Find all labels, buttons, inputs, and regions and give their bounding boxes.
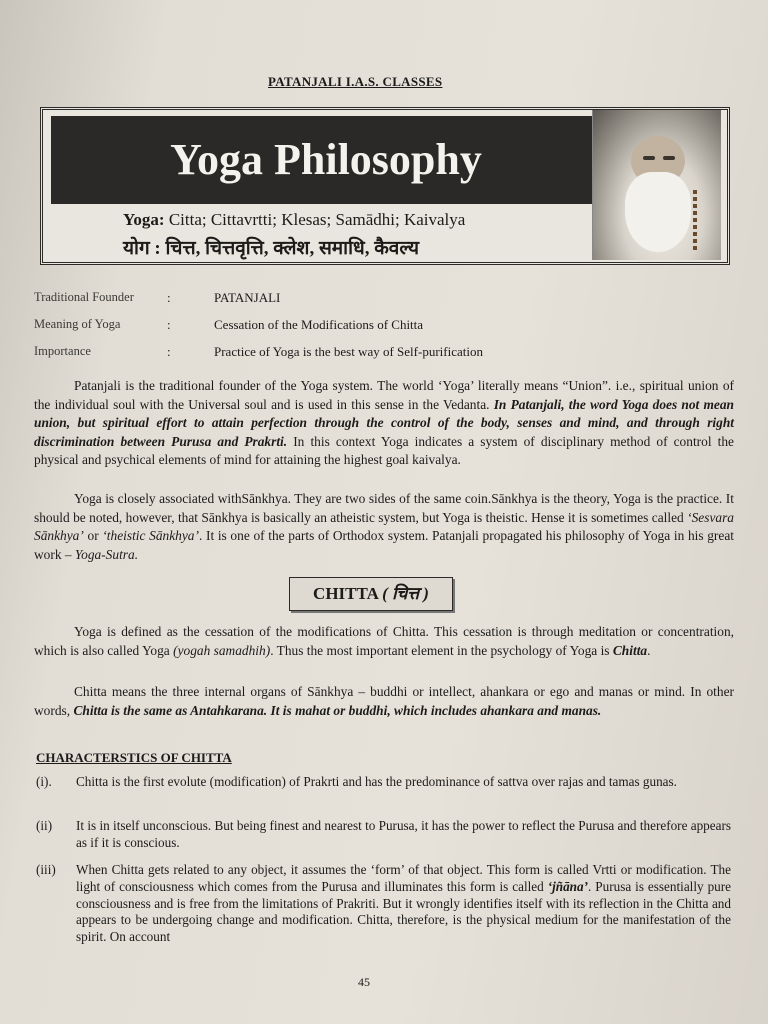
portrait-eye	[643, 156, 655, 160]
item-text-part: . Purusa is essentially pure consciousness and is free from the limitations of Prakriti. But it wrongly identifies itself with its reflection in the Chitta and appears to be undergoing change and modification. Chitta, therefore, is the physical medium for the manifestation of the spirit. On account	[76, 878, 732, 945]
item-number: (i).	[36, 774, 52, 789]
para-text: . It is one of the parts of Orthodox system. Patanjali propagated his philosophy of Yoga in his great work –	[34, 528, 734, 562]
institute-header: PATANJALI I.A.S. CLASSES	[268, 74, 443, 89]
para-text: In this context Yoga indicates a system of disciplinary method of control the physical and psychical elements of mind for attaining the highest goal kaivalya.	[34, 433, 734, 468]
page-number: 45	[358, 975, 370, 989]
chitta-heading-box	[289, 577, 453, 611]
sage-portrait-image	[592, 110, 721, 260]
info-separator: :	[167, 290, 171, 305]
para-emphasis: Chitta	[612, 642, 648, 658]
info-value: PATANJALI	[214, 290, 281, 305]
para-italic: ‘Sesvara Sānkhya’	[34, 509, 734, 544]
info-value: Practice of Yoga is the best way of Self-purification	[214, 344, 483, 359]
para-text: .	[647, 642, 651, 658]
subtitle-label: Yoga:	[123, 210, 165, 229]
intro-paragraph	[34, 377, 734, 470]
para-italic: (yogah samadhih)	[173, 642, 271, 658]
info-key: Importance	[34, 344, 91, 358]
item-text-part: When Chitta gets related to any object, it assumes the ‘form’ of that object. This form is called Vrtti or modification. The light of consciousness which comes from the Purusa and illuminates this form is called	[76, 862, 731, 894]
title-bar	[51, 116, 601, 204]
para-text: Yoga is closely associated withSānkhya. They are two sides of the same coin.Sānkhya is the theory, Yoga is the practice. It should be noted, however, that Sānkhya is basically an atheistic system, but Yoga is theistic. Hense it is sometimes called	[34, 491, 734, 525]
item-text: It is in itself unconscious. But being finest and nearest to Purusa, it has the power to reflect the Purusa and therefore appears as if it is conscious.	[76, 818, 731, 850]
chitta-hindi: ( चित्त )	[382, 584, 429, 603]
para-italic: Yoga-Sutra.	[74, 546, 139, 562]
portrait-beads	[693, 190, 697, 250]
info-key: Traditional Founder	[34, 290, 134, 304]
page-title: Yoga Philosophy	[170, 135, 482, 184]
portrait-beard	[625, 172, 691, 252]
para-text: Yoga is defined as the cessation of the modifications of Chitta. This cessation is through meditation or concentration, which is also called Yoga	[34, 624, 734, 658]
section-heading: CHARACTERSTICS OF CHITTA	[36, 750, 232, 765]
subtitle-terms: Citta; Cittavrtti; Klesas; Samādhi; Kaivalya	[164, 210, 466, 229]
title-banner	[40, 107, 730, 265]
item-number: (ii)	[36, 818, 53, 833]
item-text	[76, 862, 731, 946]
subtitle-hindi: योग : चित्त, चित्तवृत्ति, क्लेश, समाधि, कैवल्य	[123, 238, 420, 259]
item-text: Chitta is the first evolute (modification) of Prakrti and has the predominance of sattva over rajas and tamas gunas.	[76, 774, 677, 789]
info-separator: :	[167, 344, 171, 359]
samkhya-paragraph	[34, 490, 734, 564]
chitta-meaning-paragraph	[34, 683, 734, 720]
item-number: (iii)	[36, 862, 56, 877]
info-value: Cessation of the Modifications of Chitta	[214, 317, 424, 332]
para-italic: ‘theistic Sānkhya’	[102, 528, 199, 544]
item-emphasis: ‘jñāna’	[547, 878, 589, 894]
para-text: . Thus the most important element in the psychology of Yoga is	[270, 642, 613, 658]
para-emphasis: In Patanjali, the word Yoga does not mean union, but spiritual effort to attain perfection through the control of the body, senses and mind, and through right discrimination between Purusa and Prakrti.	[34, 396, 734, 449]
para-text: Patanjali is the traditional founder of the Yoga system. The world ‘Yoga’ literally means “Union”. i.e., spiritual union of the individual soul with the Universal soul and is used in this sense in the Vedanta.	[34, 378, 734, 412]
info-separator: :	[167, 317, 171, 332]
para-text: or	[83, 528, 103, 544]
chitta-heading: CHITTA	[313, 584, 378, 603]
subtitle-english	[123, 210, 465, 230]
para-text: Chitta means the three internal organs of Sānkhya – buddhi or intellect, ahankara or ego and manas or mind. In other words,	[34, 684, 734, 718]
para-emphasis: Chitta is the same as Antahkarana. It is mahat or buddhi, which includes ahankara and manas.	[73, 702, 602, 718]
definition-paragraph	[34, 623, 734, 660]
portrait-eye	[663, 156, 675, 160]
info-key: Meaning of Yoga	[34, 317, 121, 331]
